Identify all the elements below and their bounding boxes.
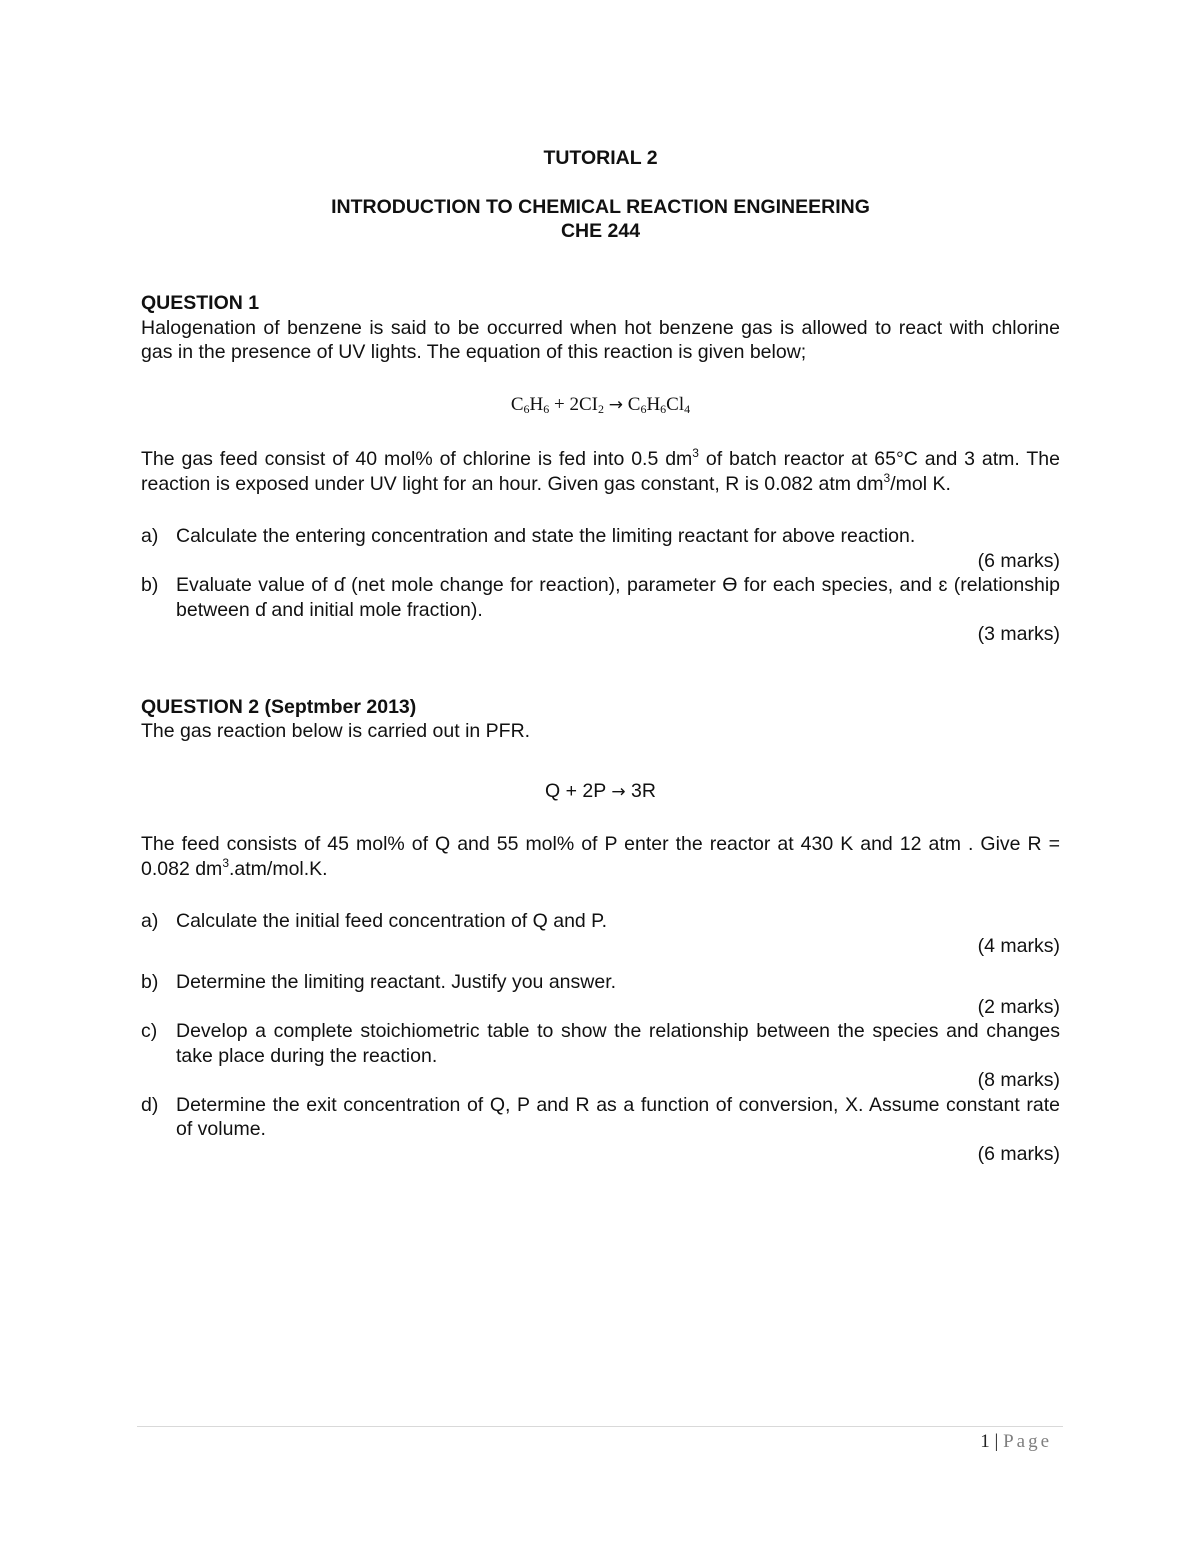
question-1-part-a	[141, 524, 1060, 549]
benzene-chlorination-equation: $C_6H_6 + 2CI_2 \to C_6H_6Cl_4$	[510, 393, 691, 416]
question-2-part-c-marks: (8 marks)	[977, 1069, 1060, 1091]
question-1-part-b-marks: (3 marks)	[977, 623, 1060, 645]
footer-separator: |	[994, 1431, 999, 1452]
tutorial-title: TUTORIAL 2	[543, 147, 658, 169]
question-1-intro: Halogenation of benzene is said to be occurred when hot benzene gas is allowed to react with chlorine gas in the presence of UV lights. The equation of this reaction is given below;	[141, 316, 1060, 363]
question-2-intro: The gas reaction below is carried out in PFR.	[141, 720, 531, 742]
part-label: a)	[141, 525, 159, 547]
part-label: d)	[141, 1093, 159, 1116]
course-title: INTRODUCTION TO CHEMICAL REACTION ENGINEERING	[331, 196, 870, 218]
part-label: a)	[141, 910, 159, 932]
reaction-arrow-icon: →	[608, 394, 623, 415]
course-code: CHE 244	[560, 220, 641, 242]
pfr-reaction-equation: Q + 2P → 3R	[545, 779, 656, 802]
reaction-arrow-icon: →	[611, 781, 626, 802]
question-2-part-d	[141, 1093, 1060, 1142]
part-label: c)	[141, 1020, 158, 1042]
question-1-part-a-marks: (6 marks)	[977, 549, 1060, 572]
part-text: Determine the limiting reactant. Justify you answer.	[176, 971, 617, 993]
part-text: Calculate the initial feed concentration of Q and P.	[176, 910, 608, 932]
question-1-heading: QUESTION 1	[141, 292, 260, 314]
question-2-part-c	[141, 1019, 1060, 1068]
part-text: Evaluate value of ɗ (net mole change for reaction), parameter Ɵ for each species, and ɛ (relationship between ɗ and initial mole fraction).	[176, 574, 1060, 621]
footer-divider	[137, 1426, 1063, 1427]
question-1-part-b	[141, 573, 1060, 622]
question-2-part-a-marks: (4 marks)	[977, 934, 1060, 957]
page-number: 1	[980, 1431, 990, 1452]
question-2-part-d-marks: (6 marks)	[977, 1142, 1060, 1165]
part-text: Develop a complete stoichiometric table to show the relationship between the species and changes take place during the reaction.	[176, 1020, 1060, 1067]
page-content	[141, 146, 1060, 1166]
question-1-feed-conditions: The gas feed consist of 40 mol% of chlorine is fed into 0.5 $dm^3$ of batch reactor at 65°C and 3 atm. The reaction is exposed under UV light for an hour. Given gas constant, R is 0.082 atm $dm^3$/mol K.	[141, 446, 1060, 495]
question-2-feed-conditions: The feed consists of 45 mol% of Q and 55 mol% of P enter the reactor at 430 K and 12 atm . Give R = 0.082 $dm^3.atm/mol.K$.	[141, 833, 1060, 880]
part-label: b)	[141, 574, 159, 596]
question-2-part-a	[141, 909, 1060, 934]
question-2-heading: QUESTION 2 (Septmber 2013)	[141, 695, 417, 718]
part-text: Calculate the entering concentration and state the limiting reactant for above reaction.	[176, 525, 916, 547]
part-text: Determine the exit concentration of Q, P and R as a function of conversion, X. Assume constant rate of volume.	[176, 1093, 1060, 1140]
page-word: Page	[1003, 1431, 1052, 1452]
question-2-part-b	[141, 970, 1060, 995]
page-footer	[980, 1431, 1052, 1453]
part-label: b)	[141, 971, 159, 993]
question-2-part-b-marks: (2 marks)	[977, 995, 1060, 1018]
